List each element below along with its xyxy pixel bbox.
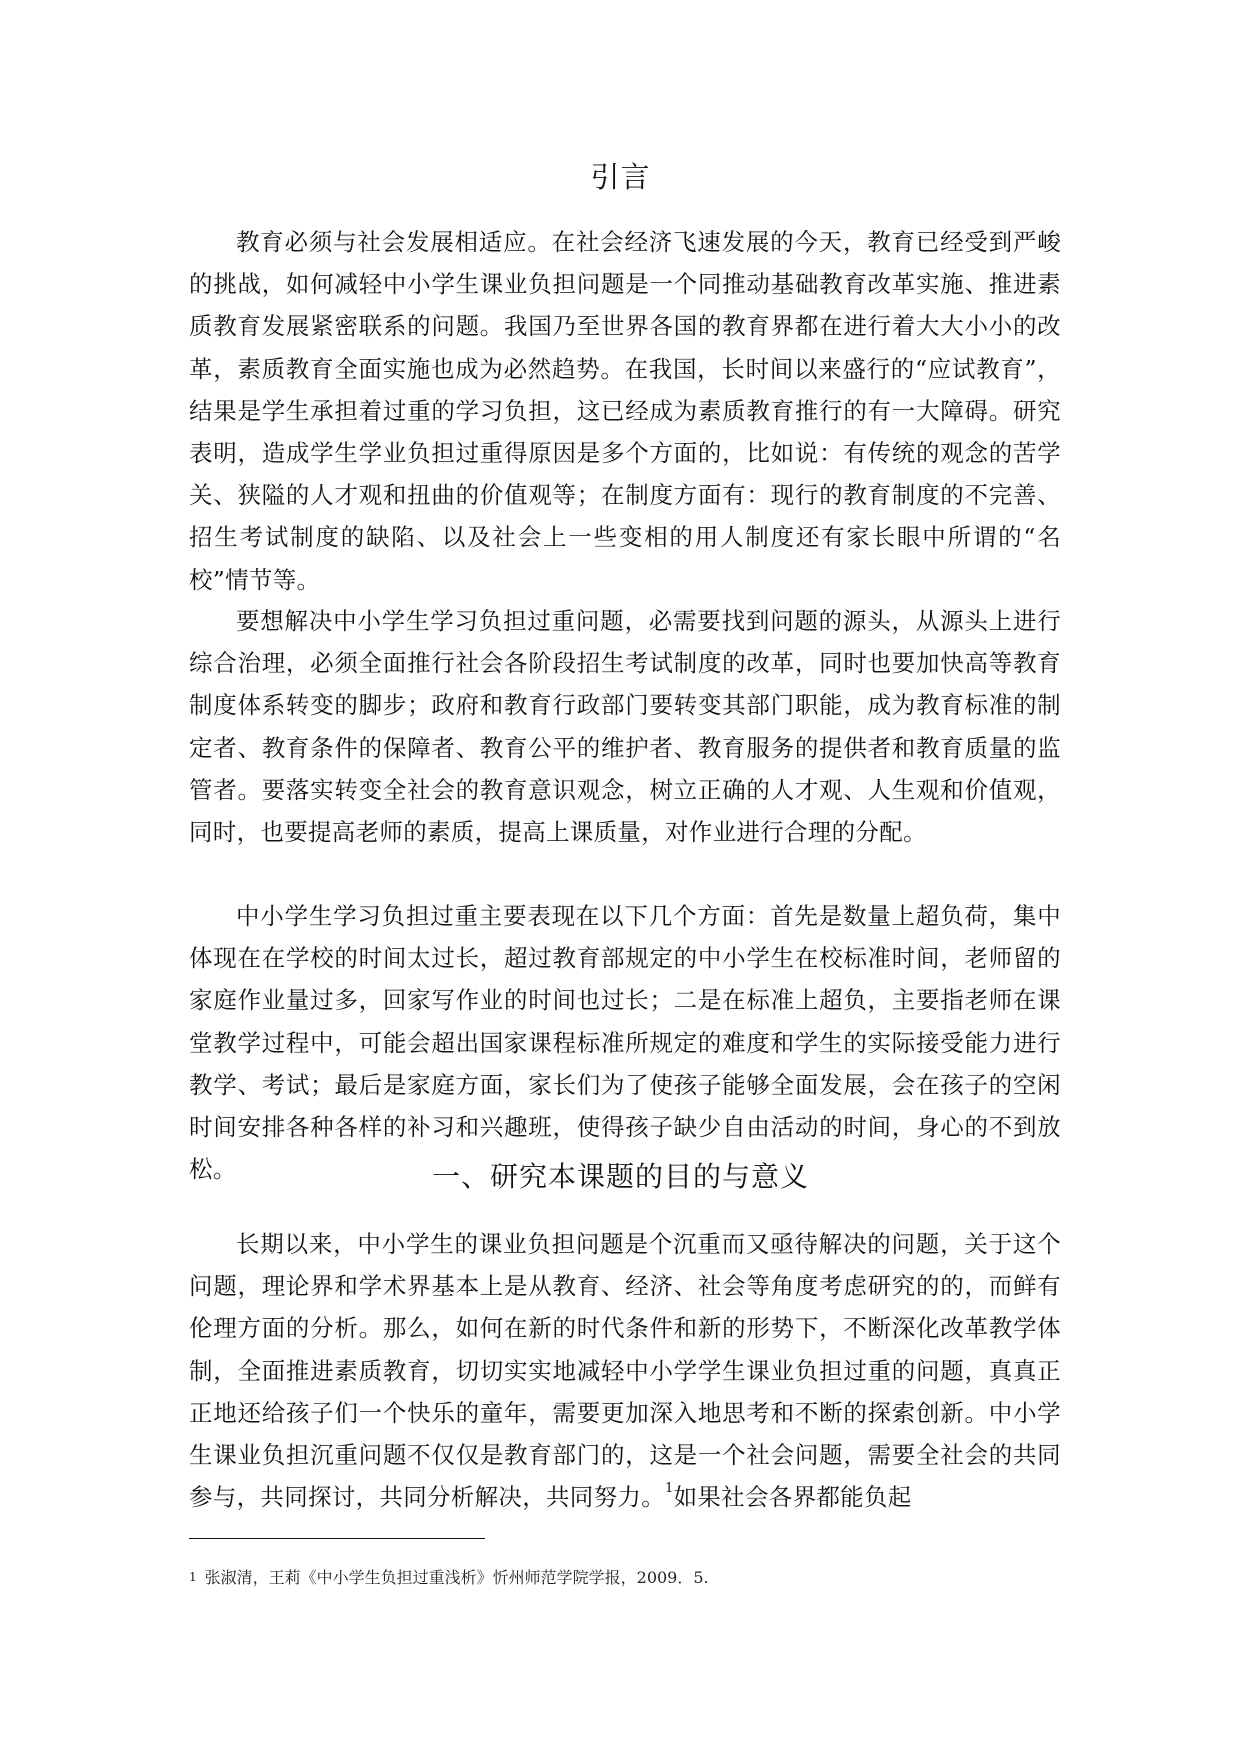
section-1-heading: 一、研究本课题的目的与意义 [431, 1160, 809, 1193]
footnote-reference[interactable]: 1 [665, 1481, 674, 1497]
introduction-paragraph-1: 教育必须与社会发展相适应。在社会经济飞速发展的今天，教育已经受到严峻的挑战，如何减轻中小学生课业负担问题是一个同推动基础教育改革实施、推进素质教育发展紧密联系的问题。我国乃至世界各国的教育界都在进行着大大小小的改革，素质教育全面实施也成为必然趋势。在我国，长时间以来盛行的“应试教育”，结果是学生承担着过重的学习负担，这已经成为素质教育推行的有一大障碍。研究表明，造成学生学业负担过重得原因是多个方面的，比如说：有传统的观念的苦学关、狭隘的人才观和扭曲的价值观等；在制度方面有：现行的教育制度的不完善、招生考试制度的缺陷、以及社会上一些变相的用人制度还有家长眼中所谓的“名校”情节等。 [189, 228, 1061, 594]
footnote-separator [189, 1538, 485, 1539]
introduction-paragraph-2: 要想解决中小学生学习负担过重问题，必需要找到问题的源头，从源头上进行综合治理，必须全面推行社会各阶段招生考试制度的改革，同时也要加快高等教育制度体系转变的脚步；政府和教育行政部门要转变其部门职能，成为教育标准的制定者、教育条件的保障者、教育公平的维护者、教育服务的提供者和教育质量的监管者。要落实转变全社会的教育意识观念，树立正确的人才观、人生观和价值观，同时，也要提高老师的素质，提高上课质量，对作业进行合理的分配。 [189, 607, 1061, 847]
footnote-text: 张淑清，王莉《中小学生负担过重浅析》忻州师范学院学报，2009．5. [204, 1568, 709, 1587]
footnote-number: 1 [189, 1570, 197, 1584]
footnote [189, 1566, 1061, 1590]
introduction-heading: 引言 [590, 160, 651, 194]
section-1-paragraph-continuation: 如果社会各界都能负起 [673, 1483, 912, 1512]
introduction-paragraph-3: 中小学生学习负担过重主要表现在以下几个方面：首先是数量上超负荷，集中体现在在学校的时间太过长，超过教育部规定的中小学生在校标准时间，老师留的家庭作业量过多，回家写作业的时间也过长；二是在标准上超负，主要指老师在课堂教学过程中，可能会超出国家课程标准所规定的难度和学生的实际接受能力进行教学、考试；最后是家庭方面，家长们为了使孩子能够全面发展，会在孩子的空闲时间安排各种各样的补习和兴趣班，使得孩子缺少自由活动的时间，身心的不到放松。 [189, 902, 1061, 1184]
section-1-paragraph-text: 长期以来，中小学生的课业负担问题是个沉重而又亟待解决的问题，关于这个问题，理论界和学术界基本上是从教育、经济、社会等角度考虑研究的的，而鲜有伦理方面的分析。那么，如何在新的时代条件和新的形势下，不断深化改革教学体制，全面推进素质教育，切切实实地减轻中小学学生课业负担过重的问题，真真正正地还给孩子们一个快乐的童年，需要更加深入地思考和不断的探索创新。中小学生课业负担沉重问题不仅仅是教育部门的，这是一个社会问题，需要全社会的共同参与，共同探讨，共同分析解决，共同努力。 [189, 1230, 1061, 1512]
section-1-paragraph [189, 1223, 1061, 1518]
